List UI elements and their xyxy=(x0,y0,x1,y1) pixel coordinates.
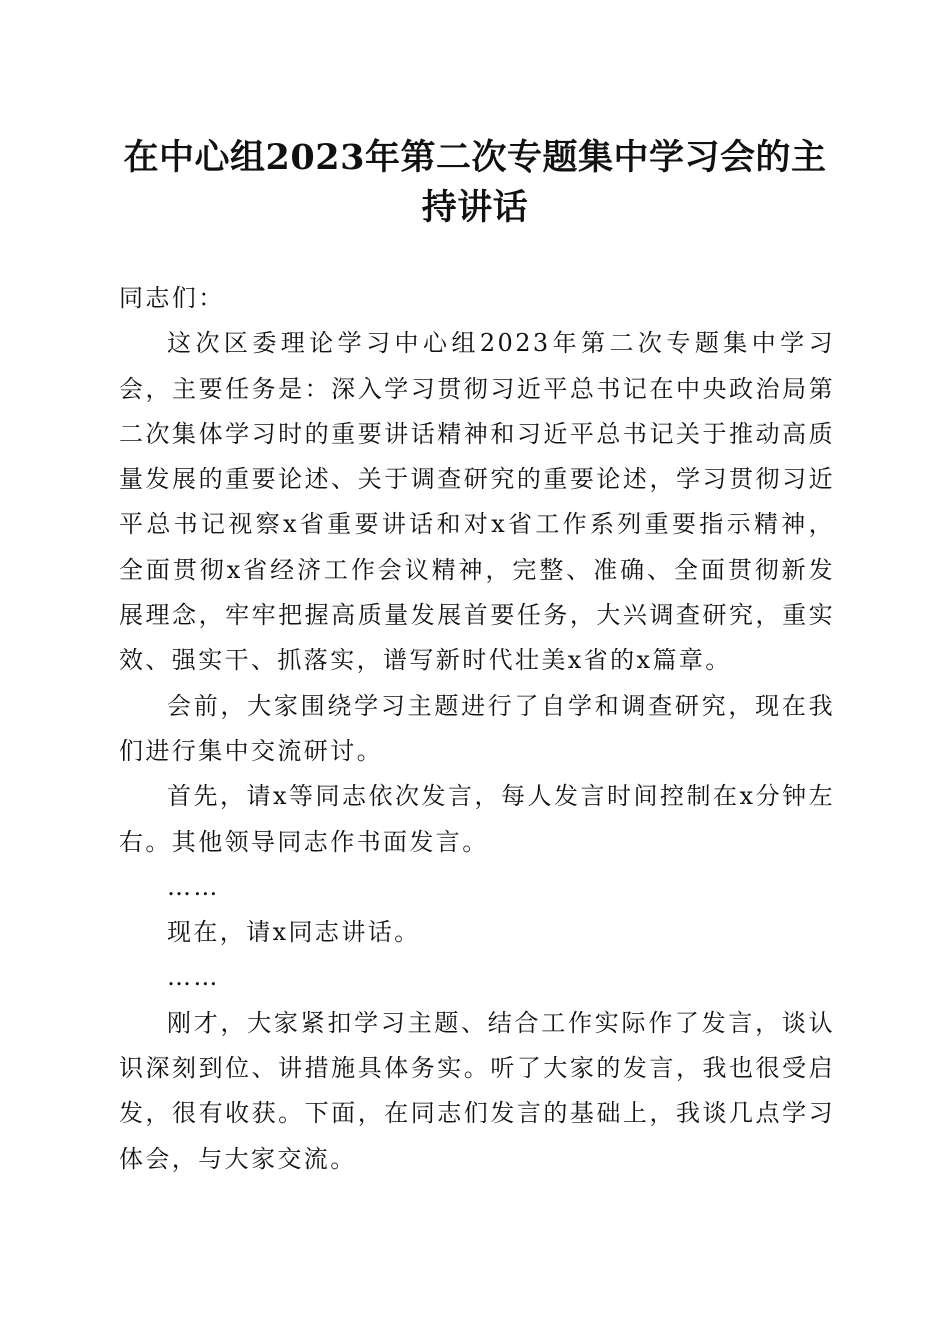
paragraph-self-study: 会前，大家围绕学习主题进行了自学和调查研究，现在我们进行集中交流研讨。 xyxy=(119,691,835,765)
paragraph-speaking-order: 首先，请x等同志依次发言，每人发言时间控制在x分钟左右。其他领导同志作书面发言。 xyxy=(119,782,835,856)
ellipsis-2: …… xyxy=(167,963,220,992)
document-title: 在中心组2023年第二次专题集中学习会的主持讲话 xyxy=(123,137,827,228)
paragraph-summary: 刚才，大家紧扣学习主题、结合工作实际作了发言，谈认识深刻到位、讲措施具体务实。听了大家的发言，我也很受启发，很有收获。下面，在同志们发言的基础上，我谈几点学习体会，与大家交流。 xyxy=(119,1008,835,1173)
paragraph-invite-speech: 现在，请x同志讲话。 xyxy=(167,918,421,947)
ellipsis-1: …… xyxy=(167,872,220,901)
salutation: 同志们： xyxy=(119,284,225,312)
document-body xyxy=(119,276,835,1182)
paragraph-intro: 这次区委理论学习中心组2023年第二次专题集中学习会，主要任务是：深入学习贯彻习近平总书记在中央政治局第二次集体学习时的重要讲话精神和习近平总书记关于推动高质量发展的重要论述、关于调查研究的重要论述，学习贯彻习近平总书记视察x省重要讲话和对x省工作系列重要指示精神，全面贯彻x省经济工作会议精神，完整、准确、全面贯彻新发展理念，牢牢把握高质量发展首要任务，大兴调查研究，重实效、强实干、抓落实，谱写新时代壮美x省的x篇章。 xyxy=(119,329,835,675)
